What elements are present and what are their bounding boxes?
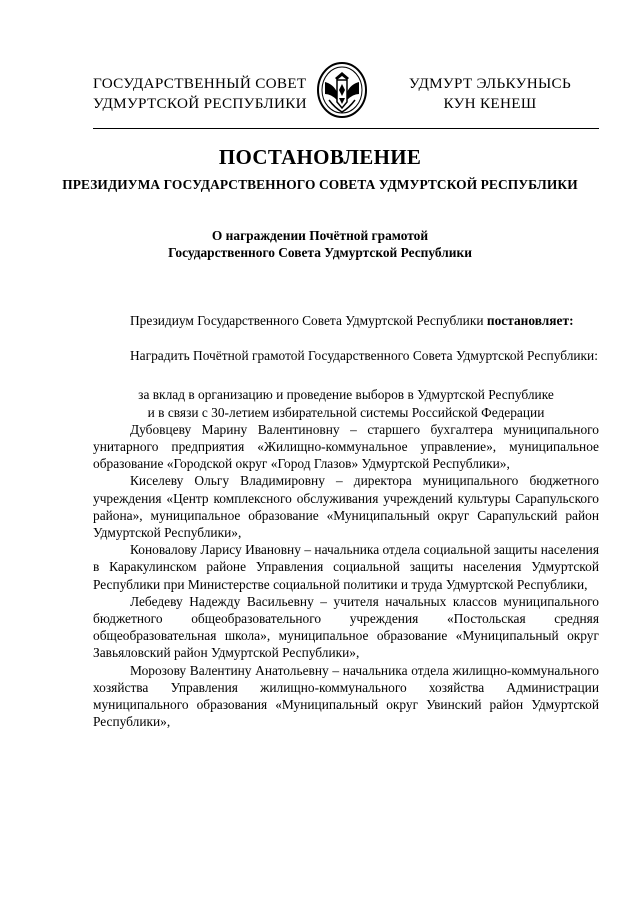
org-name-udmurt <box>409 74 571 114</box>
org-name-udmurt-line2: КУН КЕНЕШ <box>443 95 537 112</box>
intro-bold-text: постановляет: <box>486 313 574 328</box>
org-name-russian <box>93 74 307 114</box>
about-line1: О награждении Почётной грамотой <box>211 228 429 243</box>
intro-text: Президиум Государственного Совета Удмуртской Республики <box>130 313 484 328</box>
resolve-paragraph: Наградить Почётной грамотой Государственного Совета Удмуртской Республики: <box>130 348 598 364</box>
document-about <box>0 227 640 261</box>
awardee-paragraph: Коновалову Ларису Ивановну – начальника отдела социальной защиты населения в Каракулинском районе Управления социальной защиты населения Удмуртской Республики при Министерстве социальной политики и труда Удмуртской Республики, <box>93 542 599 592</box>
awardee-paragraph: Дубовцеву Марину Валентиновну – старшего бухгалтера муниципального унитарного предприятия «Жилищно-коммунальное управление», муниципальное образование «Городской округ «Город Глазов» Удмуртской Республики», <box>93 421 599 472</box>
document-title: ПОСТАНОВЛЕНИЕ <box>218 145 422 169</box>
awardee-paragraph: Киселеву Ольгу Владимировну – директора муниципального бюджетного учреждения «Центр комплексного обслуживания учреждений культуры Сарапульского района», муниципальное образование «Муниципальный округ Сарапульский район Удмуртской Республики», <box>93 473 599 541</box>
org-name-udmurt-line1: УДМУРТ ЭЛЬКУНЫСЬ <box>408 75 571 92</box>
about-line2: Государственного Совета Удмуртской Республики <box>168 245 472 260</box>
udmurt-coat-of-arms-icon <box>315 60 369 120</box>
document-subtitle: ПРЕЗИДИУМА ГОСУДАРСТВЕННОГО СОВЕТА УДМУРТСКОЙ РЕСПУБЛИКИ <box>62 177 578 192</box>
header-divider <box>93 128 599 129</box>
org-name-russian-line1: ГОСУДАРСТВЕННЫЙ СОВЕТ <box>93 75 307 92</box>
document-body <box>93 312 599 730</box>
document-header <box>93 74 599 130</box>
reason-line2: и в связи с 30-летием избирательной системы Российской Федерации <box>147 404 545 420</box>
reason-paragraph <box>93 386 599 420</box>
intro-paragraph <box>93 312 599 329</box>
org-name-russian-line2: УДМУРТСКОЙ РЕСПУБЛИКИ <box>93 95 307 112</box>
awardee-paragraph: Лебедеву Надежду Васильевну – учителя начальных классов муниципального бюджетного общеобразовательного учреждения «Постольская средняя общеобразовательная школа», муниципальное образование «Муниципальный округ Завьяловский район Удмуртской Республики», <box>93 593 599 661</box>
awardee-paragraph: Морозову Валентину Анатольевну – начальника отдела жилищно-коммунального хозяйства Управления жилищно-коммунального хозяйства Администрации муниципального образования «Муниципальный округ Увинский район Удмуртской Республики», <box>93 662 599 730</box>
reason-line1: за вклад в организацию и проведение выборов в Удмуртской Республике <box>138 387 554 403</box>
